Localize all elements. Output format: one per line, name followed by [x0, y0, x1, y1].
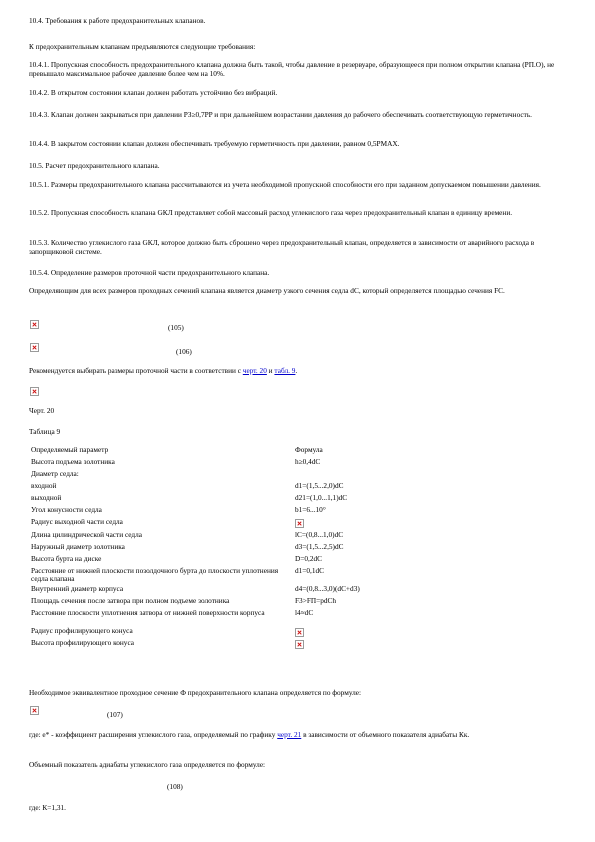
- table-cell-formula: d4=(0,8...3,0)(dC+d3): [295, 583, 360, 593]
- table-cell-param: Внутренний диаметр корпуса: [31, 583, 124, 593]
- formula-image-icon: [295, 640, 304, 649]
- table-cell-formula: b1=6...10°: [295, 505, 326, 514]
- table-row: [29, 585, 534, 597]
- table-row: [29, 518, 534, 531]
- link-table-9[interactable]: табл. 9: [274, 366, 296, 375]
- paragraph-10-4-2: 10.4.2. В открытом состоянии клапан должен работать устойчиво без вибраций.: [29, 88, 278, 97]
- table-row: [29, 470, 534, 482]
- table-cell-param: Диаметр седла:: [31, 469, 79, 478]
- table-cell-formula: [293, 627, 534, 640]
- equation-number-106: (106): [176, 347, 192, 356]
- intro-10-4: К предохранительным клапанам предъявляются следующие требования:: [29, 42, 256, 51]
- paragraph-10-4-4: 10.4.4. В закрытом состоянии клапан должен обеспечивать требуемую герметичность при давлении, равном 0,5PMAX.: [29, 139, 400, 148]
- paragraph-10-5-4: 10.5.4. Определение размеров проточной части предохранительного клапана.: [29, 268, 270, 277]
- table-cell-param: Высота подъема золотника: [31, 457, 115, 466]
- where-text-start: где: e* - коэффициент расширения углекислого газа, определяемый по графику: [29, 730, 278, 739]
- table-cell-formula: h≥0,4dC: [295, 457, 321, 466]
- link-figure-21[interactable]: черт. 21: [277, 730, 302, 739]
- table-row: [29, 531, 534, 543]
- formula-image-icon: [30, 320, 39, 329]
- table-cell-param: Расстояние от нижней плоскости позолдочного бурта до плоскости уплотнения седла клапана: [31, 565, 279, 584]
- table-cell-param: выходной: [31, 493, 62, 502]
- table-row: [29, 482, 534, 494]
- where-text-end: в зависимости от объемного показателя адиабаты Кк.: [301, 730, 470, 739]
- paragraph-10-5-2: 10.5.2. Пропускная способность клапана GКЛ представляет собой массовый расход углекислого газа через предохранительный клапан в единицу времени.: [29, 208, 513, 217]
- parameters-table: [29, 446, 534, 652]
- table-header-formula: Формула: [295, 445, 323, 454]
- table-caption: Таблица 9: [29, 427, 61, 436]
- table-row: [29, 543, 534, 555]
- table-cell-formula: [293, 518, 534, 531]
- table-cell-param: Угол конусности седла: [31, 505, 102, 514]
- table-row: [29, 639, 534, 652]
- table-cell-formula: D=0,2dC: [295, 553, 323, 563]
- table-row: [29, 494, 534, 506]
- equation-number-107: (107): [107, 710, 123, 719]
- table-cell-param: Радиус выходной части седла: [31, 517, 123, 526]
- paragraph-10-4-3: 10.4.3. Клапан должен закрываться при давлении PЗ≥0,7PP и при дальнейшем возрастании давления до рабочего обеспечивать соответствующую герметичность.: [29, 110, 532, 119]
- paragraph-10-5-1: 10.5.1. Размеры предохранительного клапана рассчитываются из учета необходимой пропускной способности его при заданном допускаемом повышении давления.: [29, 180, 541, 189]
- table-row: [29, 609, 534, 627]
- formula-image-icon: [295, 519, 304, 528]
- formula-image-icon: [30, 343, 39, 352]
- table-cell-formula: lC=(0,8...1,0)dC: [295, 529, 344, 539]
- paragraph-where: [29, 730, 564, 739]
- table-cell-formula: [293, 639, 534, 652]
- table-row: [29, 458, 534, 470]
- table-cell-param: Высота профилирующего конуса: [31, 638, 135, 648]
- paragraph-10-5-3: 10.5.3. Количество углекислого газа GКЛ, которое должно быть сброшено через предохранительный клапан, определяется в зависимости от аварийного расхода в запорщиковой системе.: [29, 238, 535, 256]
- figure-image-icon: [30, 387, 39, 396]
- heading-10-4: 10.4. Требования к работе предохранительных клапанов.: [29, 16, 206, 25]
- recommendation-text-start: Рекомендуется выбирать размеры проточной части в соответствии с: [29, 366, 243, 375]
- table-cell-param: Длина цилиндрической части седла: [31, 529, 143, 539]
- heading-10-5: 10.5. Расчет предохранительного клапана.: [29, 161, 160, 170]
- table-cell-formula: d21=(1,0...1,1)dC: [295, 493, 348, 502]
- table-row: [29, 567, 534, 585]
- recommendation-text-end: .: [295, 366, 298, 375]
- table-cell-formula: d1=(1,5...2,0)dC: [295, 481, 344, 490]
- table-cell-formula: d1=0,1dC: [295, 565, 325, 575]
- table-row: [29, 597, 534, 609]
- paragraph-definition: Определяющим для всех размеров проходных сечений клапана является диаметр узкого сечения седла dC, который определяется площадью сечения FC.: [29, 286, 505, 295]
- table-cell-formula: l4≈dC: [295, 607, 314, 617]
- table-cell-param: входной: [31, 481, 57, 490]
- equation-number-105: (105): [168, 323, 184, 332]
- formula-image-icon: [295, 628, 304, 637]
- table-cell-param: Высота бурта на диске: [31, 553, 102, 563]
- paragraph-area: Необходимое эквивалентное проходное сечение Ф предохранительного клапана определяется по формуле:: [29, 688, 362, 697]
- table-cell-formula: F3>FП=pdCh: [295, 595, 337, 605]
- table-row: [29, 555, 534, 567]
- figure-caption: Черт. 20: [29, 406, 55, 415]
- paragraph-10-4-1: 10.4.1. Пропускная способность предохранительного клапана должна быть такой, чтобы давление в резервуаре, образующееся при полном открытии клапана (PП.О), не превышало максимальное рабочее давление более чем на 10%.: [29, 60, 555, 78]
- recommendation-text: [29, 366, 564, 375]
- recommendation-text-mid: и: [266, 366, 275, 375]
- table-cell-formula: d3=(1,5...2,5)dC: [295, 541, 344, 551]
- table-cell-param: Наружный диаметр золотника: [31, 541, 125, 551]
- table-cell-param: Площадь сечения после затвора при полном подъеме золотника: [31, 595, 230, 605]
- table-cell-param: Расстояние плоскости уплотнения затвора от нижней поверхности корпуса: [31, 607, 265, 617]
- table-cell-param: Радиус профилирующего конуса: [31, 625, 133, 635]
- table-header-param: Определяемый параметр: [31, 445, 109, 454]
- paragraph-k-value: где: К=1,31.: [29, 803, 67, 812]
- formula-image-icon: [30, 706, 39, 715]
- equation-number-108: (108): [167, 782, 183, 791]
- paragraph-adiabatic: Объемный показатель адиабаты углекислого газа определяется по формуле:: [29, 760, 266, 769]
- link-figure-20[interactable]: черт. 20: [242, 366, 267, 375]
